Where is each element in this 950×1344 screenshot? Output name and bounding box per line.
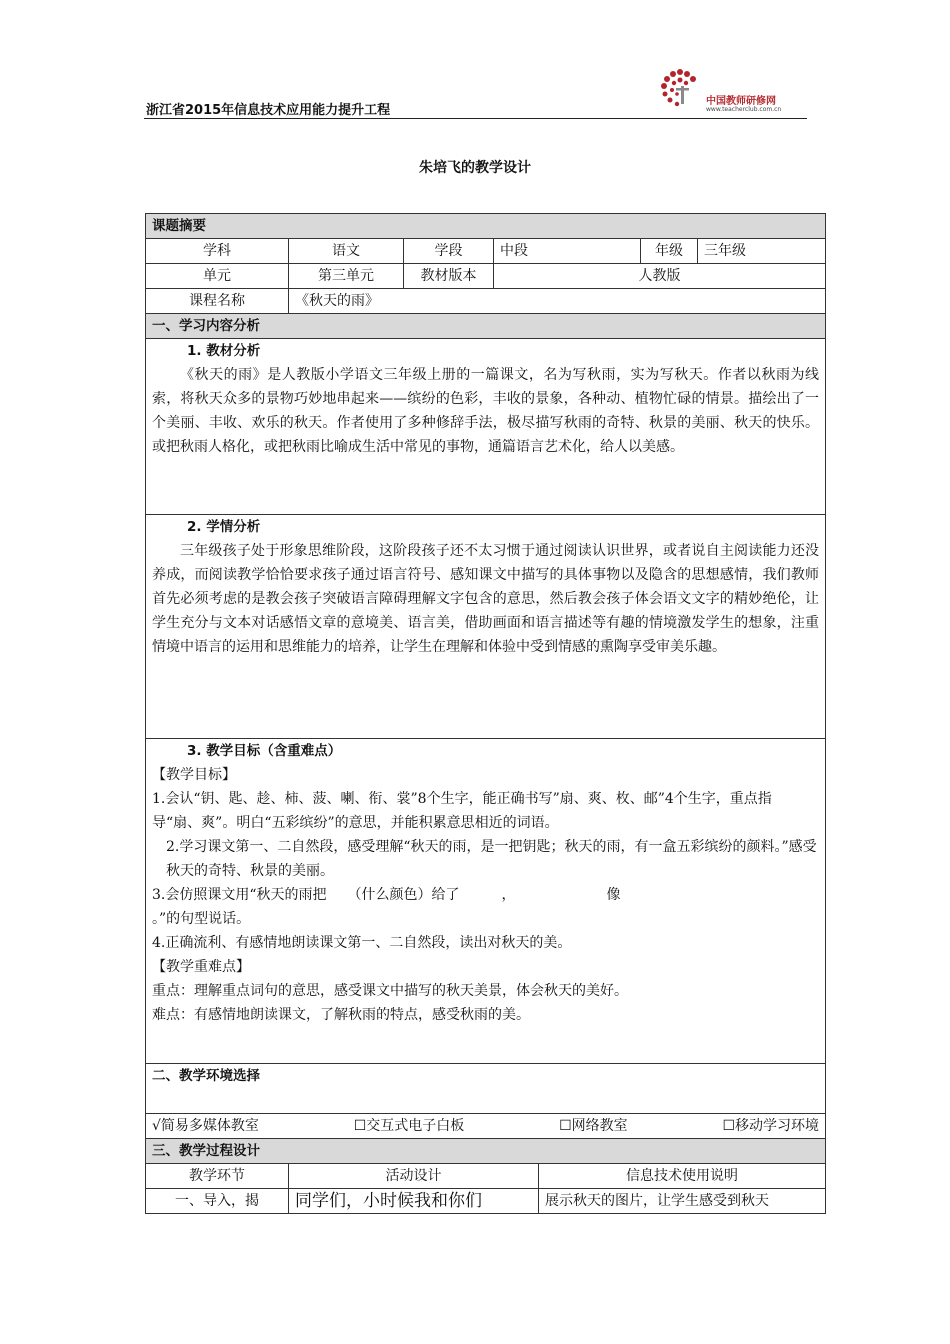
learner-analysis — [146, 515, 826, 739]
section-process: 三、教学过程设计 — [146, 1139, 826, 1164]
col-it-usage: 信息技术使用说明 — [539, 1164, 826, 1189]
process-row-activity: 同学们，小时候我和你们 — [289, 1189, 539, 1214]
goal-3-line2: 。”的句型说话。 — [152, 911, 251, 927]
edition-label: 教材版本 — [404, 264, 494, 289]
col-activity: 活动设计 — [289, 1164, 539, 1189]
course-label: 课程名称 — [146, 289, 289, 314]
logo-url: www.teacherclub.com.cn — [706, 106, 782, 113]
environment-options — [146, 1114, 826, 1139]
logo-chinese-name: 中国教师研修网 — [706, 96, 776, 107]
textbook-analysis — [146, 339, 826, 515]
textbook-analysis-title: 1. 教材分析 — [187, 343, 261, 359]
learner-analysis-title: 2. 学情分析 — [187, 519, 261, 535]
goals-label: 【教学目标】 — [152, 767, 236, 783]
key-points-label: 【教学重难点】 — [152, 959, 250, 975]
learner-analysis-text: 三年级孩子处于形象思维阶段，这阶段孩子还不太习惯于通过阅读认识世界，或者说自主阅读能力还没养成，而阅读教学恰恰要求孩子通过语言符号、感知课文中描写的具体事物以及隐含的思想感情，我们教师首先必须考虑的是教会孩子突破语言障碍理解文字包含的意思，然后教会孩子体会语文文字的精妙绝伦，让学生充分与文本对话感悟文章的意境美、语言美，借助画面和语言描述等有趣的情境激发学生的想象，注重情境中语言的运用和思维能力的培养，让学生在理解和体验中受到情感的熏陶享受审美乐趣。 — [152, 543, 820, 655]
textbook-analysis-text: 《秋天的雨》是人教版小学语文三年级上册的一篇课文，名为写秋雨，实为写秋天。作者以秋雨为线索，将秋天众多的景物巧妙地串起来——缤纷的色彩，丰收的景象，各种动、植物忙碌的情景。描绘出了一个美丽、丰收、欢乐的秋天。作者使用了多种修辞手法，极尽描写秋雨的奇特、秋景的美丽、秋天的快乐。或把秋雨人格化，或把秋雨比喻成生活中常见的事物，通篇语言艺术化，给人以美感。 — [152, 367, 820, 455]
goal-4: 4.正确流利、有感情地朗读课文第一、二自然段，读出对秋天的美。 — [152, 935, 572, 951]
teaching-goals — [146, 739, 826, 1064]
course-value: 《秋天的雨》 — [289, 289, 826, 314]
project-header: 浙江省2015年信息技术应用能力提升工程 — [146, 103, 391, 118]
stage-label: 学段 — [404, 239, 494, 264]
option-whiteboard[interactable]: ☐交互式电子白板 — [353, 1118, 465, 1134]
stage-value: 中段 — [494, 239, 641, 264]
section-content-analysis: 一、学习内容分析 — [146, 314, 826, 339]
goal-2: 2.学习课文第一、二自然段，感受理解“秋天的雨，是一把钥匙；秋天的雨，有一盒五彩缤纷的颜料。”感受秋天的奇特、秋景的美丽。 — [166, 839, 817, 879]
section-environment: 二、教学环境选择 — [146, 1064, 826, 1114]
unit-label: 单元 — [146, 264, 289, 289]
unit-value: 第三单元 — [289, 264, 404, 289]
grade-value: 三年级 — [698, 239, 826, 264]
difficult-point: 难点：有感情地朗读课文，了解秋雨的特点，感受秋雨的美。 — [152, 1007, 530, 1023]
design-table — [145, 213, 826, 1214]
teaching-goals-title: 3. 教学目标（含重难点） — [187, 743, 342, 759]
header-rule — [144, 118, 807, 119]
option-mobile-learning[interactable]: ☐移动学习环境 — [722, 1118, 820, 1134]
flower-logo-icon — [656, 66, 704, 114]
goal-1: 1.会认“钥、匙、趁、柿、菠、喇、衔、裳”8个生字，能正确书写”扇、爽、枚、邮”4个生字，重点指导“扇、爽”。明白“五彩缤纷”的意思，并能积累意思相近的词语。 — [152, 791, 772, 831]
option-simple-multimedia[interactable]: √简易多媒体教室 — [152, 1118, 259, 1134]
edition-value: 人教版 — [494, 264, 826, 289]
document-title: 朱培飞的教学设计 — [419, 160, 531, 176]
col-stage: 教学环节 — [146, 1164, 289, 1189]
option-network-classroom[interactable]: ☐网络教室 — [559, 1118, 628, 1134]
process-row-it-usage: 展示秋天的图片，让学生感受到秋天 — [539, 1189, 826, 1214]
subject-label: 学科 — [146, 239, 289, 264]
subject-value: 语文 — [289, 239, 404, 264]
teacher-club-logo — [656, 66, 826, 122]
summary-heading: 课题摘要 — [146, 214, 826, 239]
grade-label: 年级 — [641, 239, 698, 264]
key-point: 重点：理解重点词句的意思，感受课文中描写的秋天美景，体会秋天的美好。 — [152, 983, 628, 999]
goal-3-line1: 3.会仿照课文用“秋天的雨把 （什么颜色）给了 ， 像 — [152, 887, 621, 903]
process-row-stage: 一、导入，揭 — [146, 1189, 289, 1214]
